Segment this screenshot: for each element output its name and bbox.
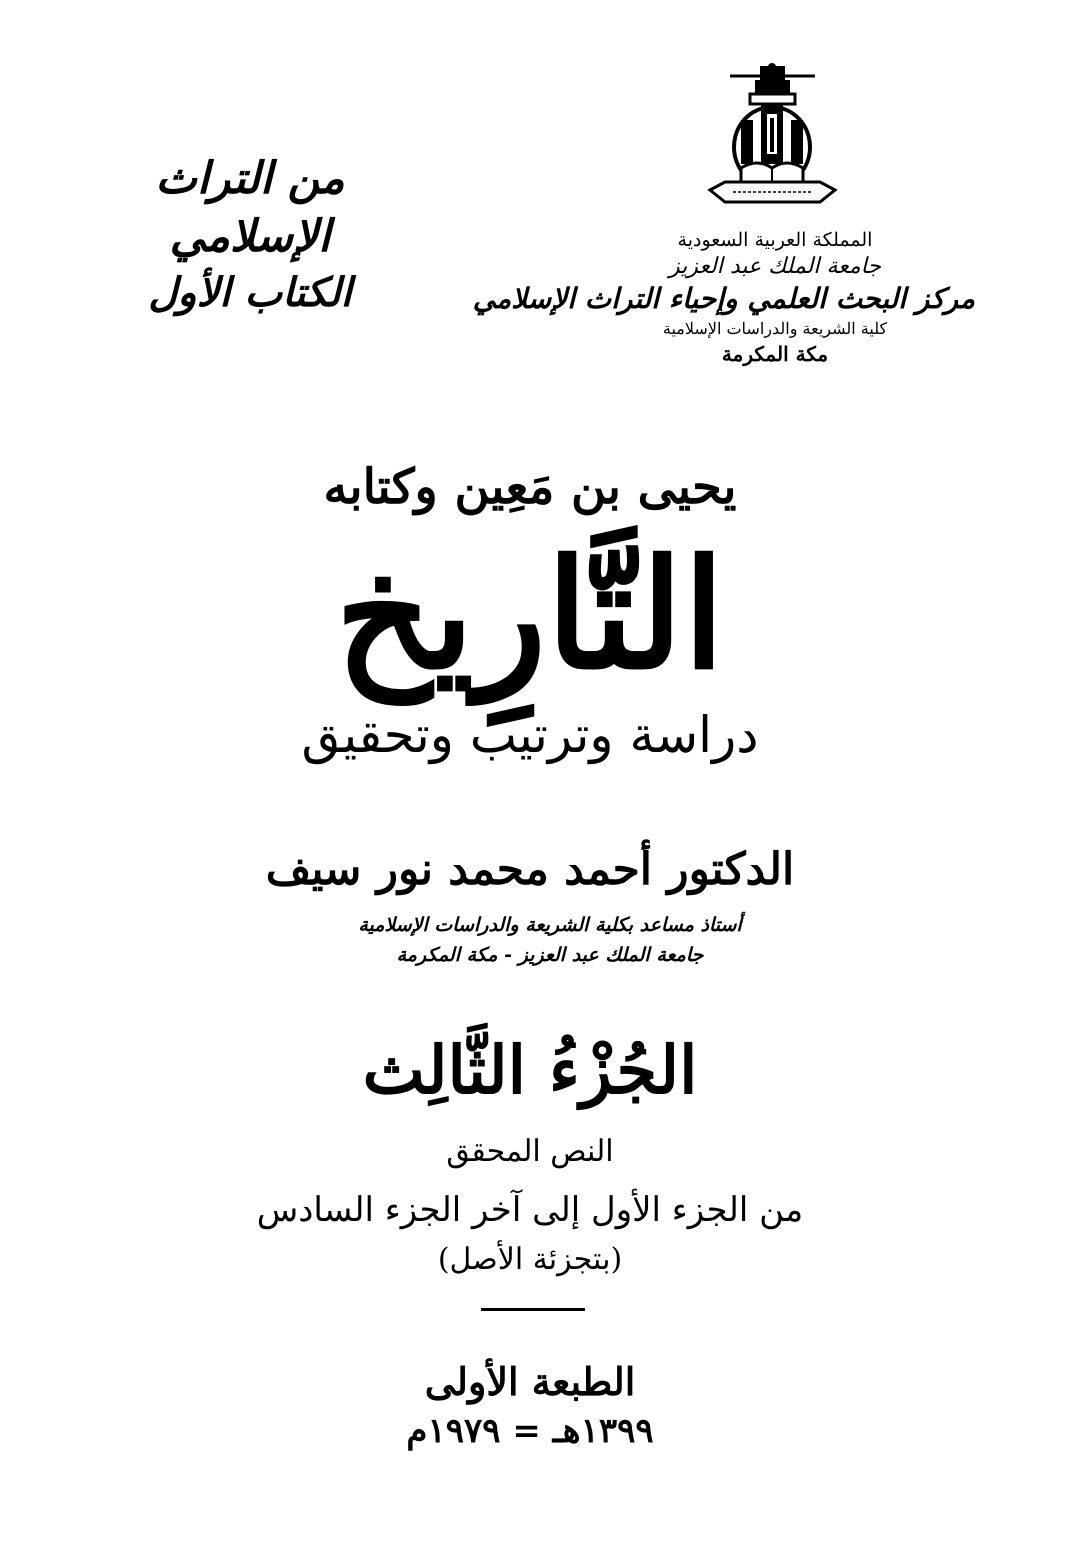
college-name: كلية الشريعة والدراسات الإسلامية (662, 319, 888, 338)
volume-range: من الجزء الأول إلى آخر الجزء السادس (256, 1190, 804, 1230)
volume-label: الجُزْءُ الثَّالِث (362, 1031, 698, 1109)
series-name: من التراث الإسلامي (155, 153, 345, 262)
book-title: التَّارِيخ (335, 527, 725, 703)
author-affiliation (330, 910, 770, 970)
series-volume: الكتاب الأول (148, 269, 352, 316)
university-seal-icon (705, 62, 840, 222)
author-name: الدكتور أحمد محمد نور سيف (265, 844, 795, 895)
divider-line (481, 1308, 585, 1311)
text-type-label: النص المحقق (446, 1134, 614, 1169)
book-subtitle: يحيى بن مَعِين وكتابه (323, 459, 737, 515)
university-emblem (705, 62, 840, 222)
publication-date: ١٣٩٩هـ = ١٩٧٩م (406, 1411, 654, 1451)
university-name: جامعة الملك عبد العزيز (669, 254, 881, 279)
institution-header (472, 228, 975, 367)
edition-label: الطبعة الأولى (424, 1359, 636, 1404)
division-note: (بتجزئة الأصل) (437, 1242, 623, 1277)
author-institution: جامعة الملك عبد العزيز - مكة المكرمة (396, 944, 704, 966)
city-name: مكة المكرمة (721, 342, 829, 366)
research-center-name: مركز البحث العلمي وإحياء التراث الإسلامي (472, 282, 975, 315)
author-position: أستاذ مساعد بكلية الشريعة والدراسات الإسلامية (358, 914, 742, 936)
book-study-line: دراسة وترتيب وتحقيق (301, 706, 759, 764)
country-name: المملكة العربية السعودية (677, 229, 873, 251)
series-label (100, 150, 400, 320)
